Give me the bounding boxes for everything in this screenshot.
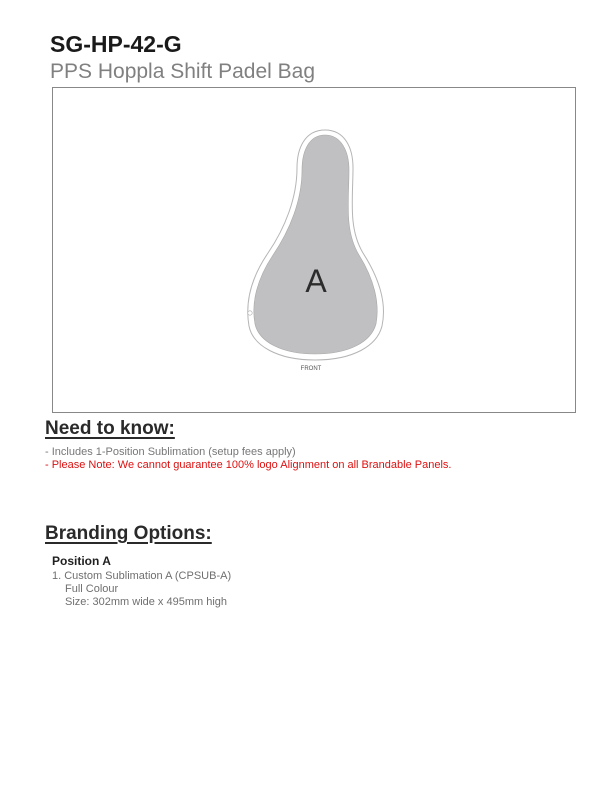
branding-option-colour: Full Colour — [65, 583, 119, 595]
need-to-know-line: - Includes 1-Position Sublimation (setup fees apply) — [45, 446, 296, 458]
branding-option-size: Size: 302mm wide x 495mm high — [65, 596, 228, 608]
view-label: FRONT — [300, 366, 322, 372]
position-title: Position A — [52, 554, 111, 568]
need-to-know-heading: Need to know: — [45, 418, 175, 439]
zipper-pull — [248, 311, 252, 315]
alignment-warning: - Please Note: We cannot guarantee 100% logo Alignment on all Brandable Panels. — [45, 459, 452, 471]
product-name: PPS Hoppla Shift Padel Bag — [50, 60, 316, 83]
product-code: SG-HP-42-G — [50, 31, 182, 57]
print-position-label: A — [305, 263, 327, 299]
padel-bag-illustration — [53, 88, 577, 414]
branding-options-heading: Branding Options: — [45, 523, 212, 544]
product-image-frame — [52, 87, 576, 413]
branding-option-method: 1. Custom Sublimation A (CPSUB-A) — [52, 570, 232, 582]
